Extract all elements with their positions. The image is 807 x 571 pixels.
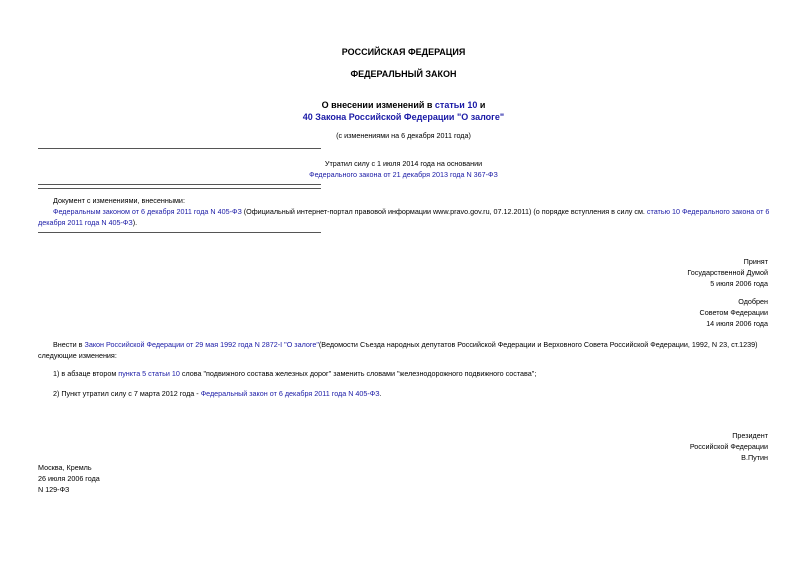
changes-article-link[interactable]: статью 10 Федерального закона от 6 декабря 2011 года N 405-ФЗ <box>38 207 770 227</box>
p2-text1: 1) в абзаце втором <box>53 369 119 378</box>
divider <box>38 232 321 233</box>
title-link-article10[interactable]: статьи 10 <box>434 100 478 110</box>
p1-text2: (Ведомости Съезда народных депутатов Российской Федерации и Верховного Совета Российской Федерации, 1992, N 23, ст.1239) следующие изменения: <box>38 340 758 360</box>
doc-title-line1 <box>0 100 807 110</box>
title-part1: О внесении изменений в <box>321 100 435 110</box>
changes-law-link[interactable]: Федеральным законом от 6 декабря 2011 года N 405-ФЗ <box>53 207 242 216</box>
adoption-duma-date: 5 июля 2006 года <box>710 279 768 288</box>
signature-name: В.Путин <box>741 453 768 462</box>
p1-zalog-link[interactable]: "О залоге" <box>284 340 319 349</box>
country-heading: РОССИЙСКАЯ ФЕДЕРАЦИЯ <box>341 47 466 57</box>
title-link-law[interactable]: 40 Закона Российской Федерации "О залоге" <box>302 112 505 122</box>
signature-role1: Президент <box>732 431 768 440</box>
changes-text1: (Официальный интернет-портал правовой информации www.pravo.gov.ru, 07.12.2011) (о порядке вступления в силу см. <box>241 207 647 216</box>
body-paragraph-1 <box>38 339 773 361</box>
divider <box>38 184 321 185</box>
adoption-council-date: 14 июля 2006 года <box>706 319 768 328</box>
footer-date: 26 июля 2006 года <box>38 474 100 483</box>
adoption-by-duma: Государственной Думой <box>687 268 768 277</box>
p1-text1: Внести в <box>53 340 85 349</box>
expired-note: Утратил силу с 1 июля 2014 года на основании <box>324 159 483 168</box>
p3-law-link[interactable]: Федеральный закон от 6 декабря 2011 года N 405-ФЗ <box>200 389 380 398</box>
p3-text1: 2) Пункт утратил силу с 7 марта 2012 года - <box>53 389 201 398</box>
body-paragraph-2 <box>53 368 773 379</box>
p2-text2: слова "подвижного состава железных дорог" заменить словами "железнодорожного подвижного состава"; <box>179 369 537 378</box>
title-part2: и <box>477 100 486 110</box>
signature-role2: Российской Федерации <box>689 442 768 451</box>
p2-article-link[interactable]: пункта 5 статьи 10 <box>118 369 180 378</box>
divider <box>38 188 321 189</box>
doc-type-heading: ФЕДЕРАЛЬНЫЙ ЗАКОН <box>350 69 457 79</box>
doc-title-line2 <box>0 112 807 122</box>
p3-text2: . <box>379 389 382 398</box>
adoption-accepted: Принят <box>743 257 768 266</box>
body-paragraph-3 <box>53 388 773 399</box>
changes-intro: Документ с изменениями, внесенными: <box>53 196 185 205</box>
adoption-by-council: Советом Федерации <box>699 308 768 317</box>
divider <box>38 148 321 149</box>
adoption-approved: Одобрен <box>738 297 768 306</box>
footer-number: N 129-ФЗ <box>38 485 70 494</box>
expired-law-link[interactable]: Федерального закона от 21 декабря 2013 года N 367-ФЗ <box>309 170 498 179</box>
changes-text2: ). <box>132 218 138 227</box>
p1-law-link[interactable]: Закон Российской Федерации от 29 мая 1992 года N 2872-I <box>84 340 283 349</box>
expired-link-line <box>0 169 807 180</box>
changes-paragraph <box>38 206 773 228</box>
footer-place: Москва, Кремль <box>38 463 92 472</box>
amended-note: (с изменениями на 6 декабря 2011 года) <box>336 131 471 140</box>
